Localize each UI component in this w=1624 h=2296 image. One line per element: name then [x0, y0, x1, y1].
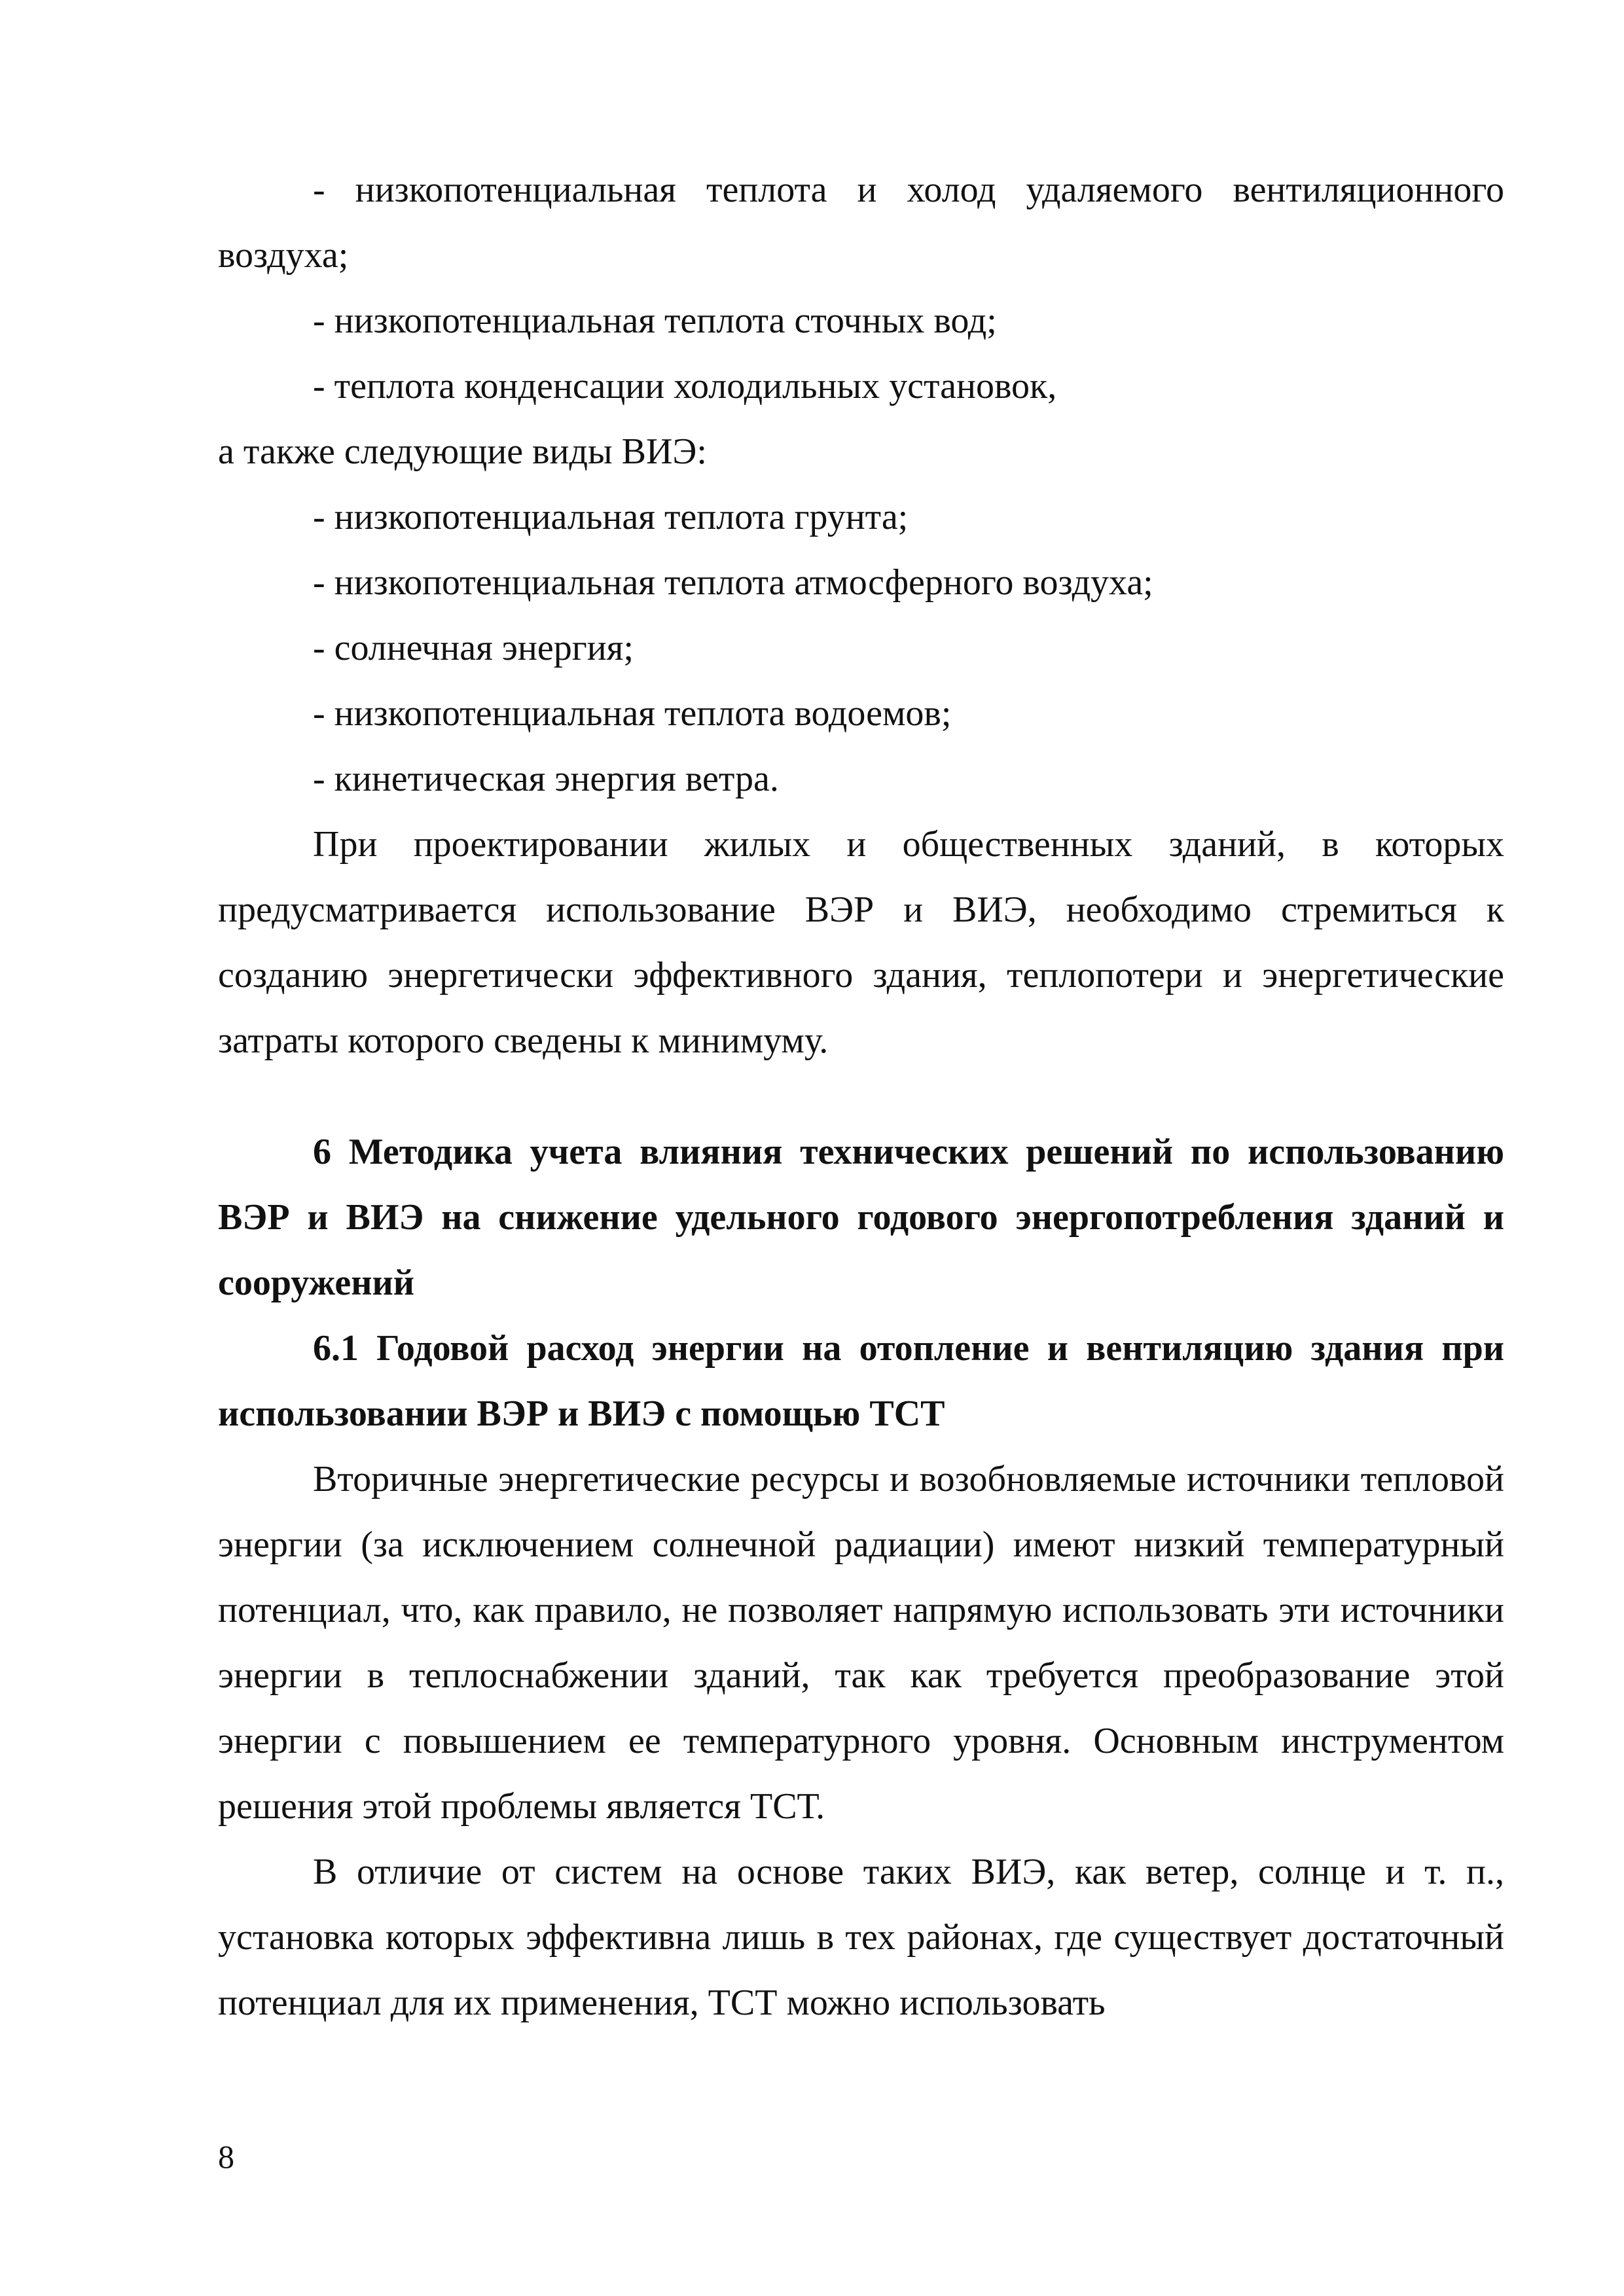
paragraph-secondary-resources: Вторичные энергетические ресурсы и возобновляемые источники тепловой энергии (за исключением солнечной радиации) имеют низкий температурный потенциал, что, как правило, не позволяет напрямую использовать эти источники энергии в теплоснабжении зданий, так как требуется преобразование этой энергии с повышением ее температурного уровня. Основным инструментом решения этой проблемы является ТСТ.: [218, 1459, 1504, 1827]
list-intro-vie: а также следующие виды ВИЭ:: [218, 431, 707, 472]
list-item-wind-energy: - кинетическая энергия ветра.: [313, 759, 779, 799]
section-gap: [218, 1073, 1504, 1119]
paragraph-design-goal: При проектировании жилых и общественных зданий, в которых предусматривается использование ВЭР и ВИЭ, необходимо стремиться к созданию энергетически эффективного здания, теплопотери и энергетические затраты которого сведены к минимуму.: [218, 824, 1504, 1061]
subsection-heading-6-1: 6.1 Годовой расход энергии на отопление и вентиляцию здания при использовании ВЭР и ВИЭ с помощью ТСТ: [218, 1328, 1504, 1434]
list-item-air-heat: - низкопотенциальная теплота атмосферного воздуха;: [313, 562, 1153, 603]
list-item-condensation-heat: - теплота конденсации холодильных установок,: [313, 366, 1057, 406]
section-heading-6: 6 Методика учета влияния технических решений по использованию ВЭР и ВИЭ на снижение удельного годового энергопотребления зданий и сооружений: [218, 1132, 1504, 1303]
page-content: [218, 157, 1504, 2036]
list-item-ground-heat: - низкопотенциальная теплота грунта;: [313, 497, 909, 537]
list-item-water-heat: - низкопотенциальная теплота водоемов;: [313, 693, 952, 734]
list-item-ventilation-heat: - низкопотенциальная теплота и холод удаляемого вентиляционного воздуха;: [218, 170, 1504, 276]
list-item-wastewater-heat: - низкопотенциальная теплота сточных вод;: [313, 300, 997, 341]
list-item-solar-energy: - солнечная энергия;: [313, 628, 634, 668]
paragraph-tst-usage: В отличие от систем на основе таких ВИЭ, как ветер, солнце и т. п., установка которых эффективна лишь в тех районах, где существует достаточный потенциал для их применения, ТСТ можно использовать: [218, 1852, 1504, 2023]
page-number: 8: [218, 2138, 234, 2175]
